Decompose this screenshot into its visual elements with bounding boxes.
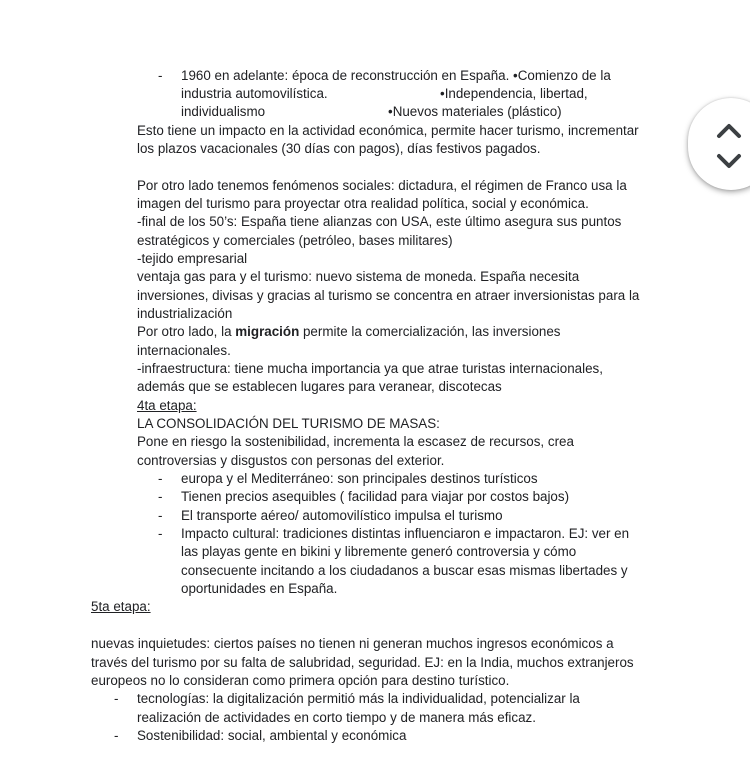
- text-line: -tejido empresarial: [137, 251, 248, 266]
- text-line: internacionales.: [137, 343, 231, 358]
- bold-term-migracion: migración: [235, 324, 300, 339]
- chevron-down-icon[interactable]: [714, 150, 744, 172]
- bullet-dash: -: [114, 728, 119, 743]
- text-line: •Independencia, libertad,: [440, 86, 588, 101]
- text-line: las playas gente en bikini y libremente generó controversia y cómo: [181, 544, 577, 559]
- text-line: oportunidades en España.: [181, 581, 338, 596]
- section-heading-5ta-etapa: 5ta etapa:: [91, 599, 151, 614]
- text-line: estratégicos y comerciales (petróleo, bases militares): [137, 233, 453, 248]
- text-line: controversias y disgustos con personas del exterior.: [137, 453, 445, 468]
- text-line: -final de los 50’s: España tiene alianzas con USA, este último asegura sus puntos: [137, 214, 622, 229]
- text-line: realización de actividades en corto tiempo y de manera más eficaz.: [137, 710, 536, 725]
- text-line: ventaja gas para y el turismo: nuevo sistema de moneda. España necesita: [137, 269, 580, 284]
- text-line: inversiones, divisas y gracias al turismo se concentra en atraer inversionistas para la: [137, 288, 640, 303]
- text-line: Pone en riesgo la sostenibilidad, incrementa la escasez de recursos, crea: [137, 434, 574, 449]
- text-line: 1960 en adelante: época de reconstrucción en España. •Comienzo de la: [181, 68, 611, 83]
- list-item: El transporte aéreo/ automovilístico impulsa el turismo: [181, 508, 503, 523]
- list-item: Sostenibilidad: social, ambiental y económica: [137, 728, 407, 743]
- text-line: •Nuevos materiales (plástico): [388, 104, 562, 119]
- list-item: Tienen precios asequibles ( facilidad para viajar por costos bajos): [181, 489, 570, 504]
- text-line: Esto tiene un impacto en la actividad económica, permite hacer turismo, incrementar: [137, 123, 639, 138]
- text-line: nuevas inquietudes: ciertos países no tienen ni generan muchos ingresos económicos a: [91, 636, 614, 651]
- bullet-dash: -: [158, 489, 163, 504]
- text-line: industria automovilística.: [181, 86, 328, 101]
- text-segment: permite la comercialización, las inversiones: [299, 324, 561, 339]
- text-line-migracion: [137, 323, 561, 341]
- list-item: tecnologías: la digitalización permitió más la individualidad, potencializar la: [137, 691, 580, 706]
- text-line: europeos no lo consideran como primera opción para destino turístico.: [91, 673, 510, 688]
- text-line: los plazos vacacionales (30 días con pagos), días festivos pagados.: [137, 141, 541, 156]
- bullet-dash: -: [114, 691, 119, 706]
- text-line: imagen del turismo para proyectar otra realidad política, social y económica.: [137, 196, 589, 211]
- text-line: consecuente incitando a los ciudadanos a buscar esas mismas libertades y: [181, 563, 628, 578]
- chevron-up-icon[interactable]: [714, 120, 744, 142]
- text-segment: Por otro lado, la: [137, 324, 236, 339]
- bullet-dash: -: [158, 526, 163, 541]
- list-item: Impacto cultural: tradiciones distintas influenciaron e impactaron. EJ: ver en: [181, 526, 630, 541]
- bullet-dash: -: [158, 68, 163, 83]
- text-line: Por otro lado tenemos fenómenos sociales: dictadura, el régimen de Franco usa la: [137, 178, 627, 193]
- text-line: industrialización: [137, 306, 233, 321]
- section-title: LA CONSOLIDACIÓN DEL TURISMO DE MASAS:: [137, 416, 440, 431]
- text-line: además que se establecen lugares para veranear, discotecas: [137, 379, 502, 394]
- bullet-dash: -: [158, 508, 163, 523]
- list-item: europa y el Mediterráneo: son principales destinos turísticos: [181, 471, 538, 486]
- text-line: través del turismo por su falta de salubridad, seguridad. EJ: en la India, muchos extranjeros: [91, 655, 634, 670]
- section-heading-4ta-etapa: 4ta etapa:: [137, 398, 197, 413]
- text-line: individualismo: [181, 104, 266, 119]
- text-line: -infraestructura: tiene mucha importancia ya que atrae turistas internacionales,: [137, 361, 603, 376]
- bullet-dash: -: [158, 471, 163, 486]
